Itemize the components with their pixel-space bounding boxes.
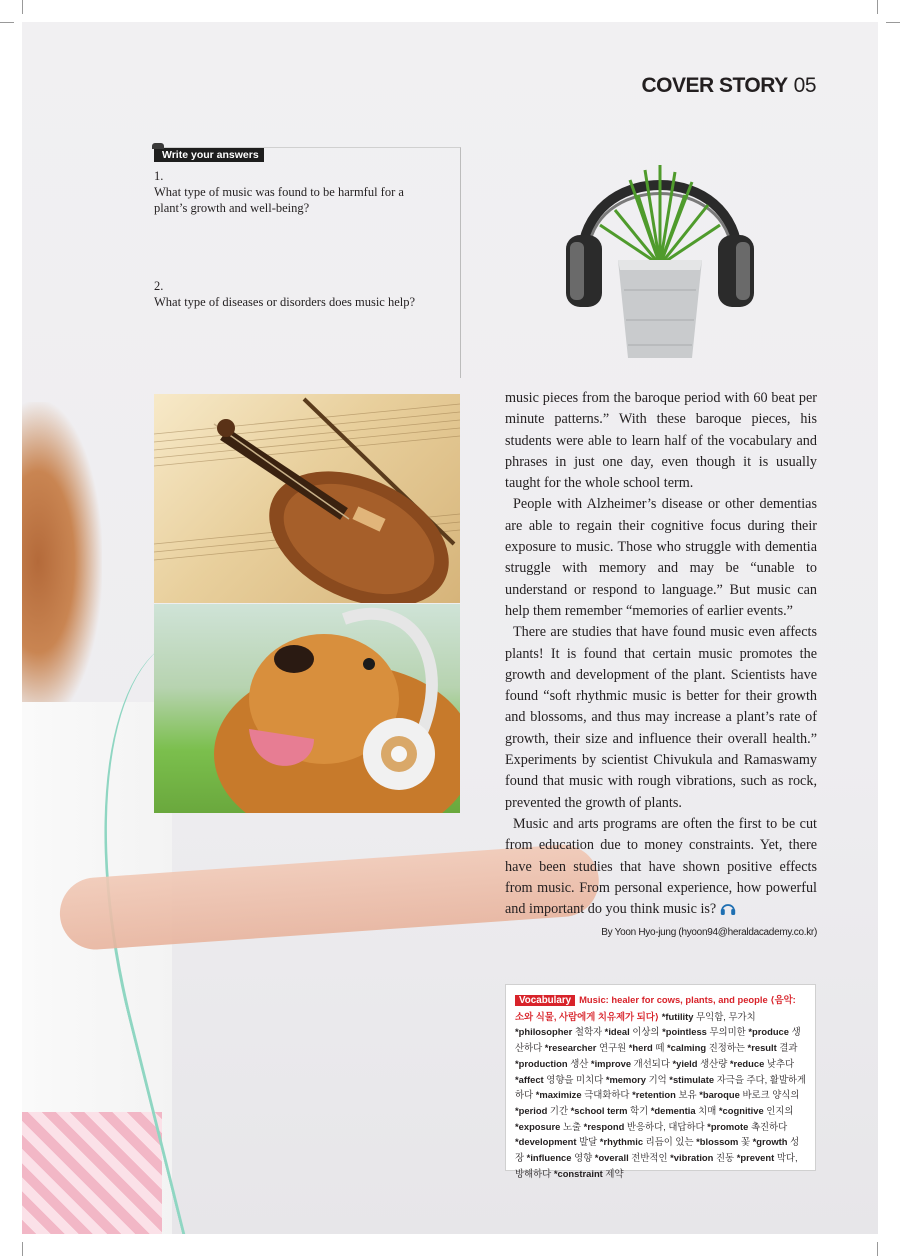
vocab-meaning: 떼 (655, 1042, 665, 1054)
crop-mark (877, 1242, 878, 1256)
byline: By Yoon Hyo-jung (hyoon94@heraldacademy.co.kr) (601, 927, 817, 938)
vocab-term: *constraint (551, 1167, 606, 1179)
article-paragraph-text: Music and arts programs are often the first to be cut from education due to money constraints. Yet, there have been studies that have shown positive effects from music. From personal experience, how powerful and important do you think music is? (505, 815, 817, 918)
question-text: What type of diseases or disorders does music help? (154, 295, 416, 309)
vocab-meaning: 기억 (648, 1073, 667, 1085)
vocab-meaning: 치매 (698, 1104, 717, 1116)
vocab-term: *affect (515, 1073, 547, 1085)
vocab-meaning: 보유 (678, 1089, 697, 1101)
vocab-meaning: 영향 (574, 1152, 593, 1164)
vocab-term: *researcher (542, 1042, 599, 1054)
vocab-term: *memory (603, 1073, 649, 1085)
article-paragraph: There are studies that have found music even affects plants! It is found that certain music promotes the growth and development of the plant. Scientists have found “soft rhythmic music is better for their growth and blossoms, and thus may increase a plant’s rate of growth, their size and influence their overall health.” Experiments by scientist Chivukula and Ramaswamy found that music with rough vibrations, such as rock, prevented the growth of plants. (505, 624, 817, 811)
question-number: 1. (154, 169, 164, 183)
vocab-meaning: 학기 (630, 1104, 649, 1116)
page-number: 05 (793, 74, 816, 97)
vocabulary-tag: Vocabulary (515, 995, 575, 1006)
vocab-meaning: 촉진하다 (750, 1120, 788, 1132)
vocab-term: *futility (661, 1010, 697, 1022)
vocab-term: *exposure (515, 1120, 563, 1132)
vocab-term: *blossom (693, 1136, 741, 1148)
vocab-meaning: 인지의 (766, 1104, 794, 1116)
vocab-meaning: 극대화하다 (584, 1089, 630, 1101)
vocab-term: *improve (588, 1057, 634, 1069)
vocab-meaning: 리듬이 있는 (645, 1136, 694, 1148)
vocab-term: *dementia (648, 1104, 699, 1116)
vocab-term: *produce (745, 1026, 792, 1038)
vocab-term: *cognitive (716, 1104, 767, 1116)
crop-mark (22, 1242, 23, 1256)
vocab-term: *stimulate (666, 1073, 717, 1085)
vocab-term: *retention (629, 1089, 679, 1101)
vocab-meaning: 진정하는 (708, 1042, 745, 1054)
crop-mark (877, 0, 878, 14)
vocab-term: *period (515, 1104, 550, 1116)
vocab-term: *development (515, 1136, 580, 1148)
vocab-term: *pointless (659, 1026, 710, 1038)
vocab-term: *prevent (734, 1152, 777, 1164)
vocab-term: *respond (581, 1120, 627, 1132)
vocabulary-box (505, 984, 816, 1179)
vocab-meaning: 제약 (605, 1167, 624, 1179)
vocab-term: *philosopher (515, 1026, 575, 1038)
vocab-meaning: 생산하다 (515, 1026, 801, 1054)
vocab-meaning: 전반적인 (631, 1152, 668, 1164)
section-title: COVER STORY (641, 74, 788, 97)
vocab-meaning: 꽃 (740, 1136, 751, 1148)
vocab-term: *herd (626, 1042, 656, 1054)
vocab-term: *influence (524, 1152, 575, 1164)
article-paragraph (505, 814, 817, 920)
vocab-meaning: 막다, 방해하다 (515, 1152, 798, 1179)
question-text: What type of music was found to be harmful for a plant’s growth and well-being? (154, 185, 404, 215)
question-number: 2. (154, 279, 164, 293)
vocab-meaning: 무익함, 무가치 (696, 1010, 756, 1022)
vocab-meaning: 바로크 양식의 (742, 1089, 800, 1101)
article-paragraph: People with Alzheimer’s disease or other dementias are able to regain their cognitive focus during their exposure to music. Those who struggle with dementia struggle with memory and may be “unable to understand or respond to language.” But music can help them remember “memories of earlier events.” (505, 496, 817, 619)
vocab-term: *result (744, 1042, 780, 1054)
vocab-meaning: 노출 (562, 1120, 582, 1132)
section-header (641, 74, 816, 98)
vocab-meaning: 기간 (549, 1104, 569, 1116)
vocab-term: *reduce (727, 1057, 767, 1069)
vocab-term: *calming (664, 1042, 709, 1054)
vocab-meaning: 진동 (715, 1152, 735, 1164)
vocab-term: *school term (568, 1104, 631, 1116)
vocab-term: *ideal (602, 1026, 633, 1038)
girl-shorts (22, 1112, 162, 1234)
vocab-meaning: 자극을 주다, 활발하게 하다 (515, 1073, 807, 1101)
violin-image (154, 394, 460, 603)
crop-mark (0, 22, 14, 23)
vocab-meaning: 반응하다, 대답하다 (626, 1120, 705, 1132)
vocab-term: *vibration (667, 1152, 716, 1164)
vocab-meaning: 성장 (515, 1136, 800, 1164)
vocab-meaning: 개선되다 (633, 1057, 670, 1069)
answers-tag: Write your answers (154, 148, 264, 162)
question-1 (154, 168, 454, 216)
question-2 (154, 278, 454, 310)
vocab-term: *yield (669, 1057, 701, 1069)
dog-image (154, 604, 460, 813)
vocab-meaning: 생산 (570, 1057, 589, 1069)
vocab-term: *overall (592, 1152, 632, 1164)
vocabulary-entries (515, 1011, 806, 1179)
vocab-meaning: 연구원 (599, 1042, 627, 1054)
vocab-meaning: 결과 (779, 1042, 798, 1054)
vocab-meaning: 무의미한 (709, 1026, 746, 1038)
vocab-meaning: 이상의 (632, 1026, 660, 1038)
vocabulary-title: Music: healer for cows, plants, and people ⟨음악: 소와 식물, 사람에게 치유제가 되다⟩ (515, 994, 796, 1022)
vocab-meaning: 발달 (579, 1136, 598, 1148)
vocab-term: *growth (750, 1136, 791, 1148)
vocab-meaning: 철학자 (574, 1026, 603, 1038)
headphones-icon (720, 901, 736, 917)
girl-hair (22, 402, 102, 722)
article-body (505, 388, 817, 920)
headphones-plant-image (560, 140, 760, 365)
answers-box (154, 147, 461, 378)
crop-mark (22, 0, 23, 14)
crop-mark (886, 22, 900, 23)
vocab-term: *promote (704, 1120, 751, 1132)
vocab-term: *rhythmic (597, 1136, 646, 1148)
vocab-term: *maximize (533, 1089, 585, 1101)
article-paragraph: music pieces from the baroque period with 60 beat per minute patterns.” With these baroque pieces, his students were able to learn half of the vocabulary and phrases in just one day, even though it is usually taught for the whole school term. (505, 390, 817, 492)
vocab-term: *production (515, 1057, 571, 1069)
vocab-term: *baroque (696, 1089, 743, 1101)
vocab-meaning: 영향을 미치다 (546, 1073, 604, 1085)
vocab-meaning: 낮추다 (766, 1057, 795, 1069)
vocab-meaning: 생산량 (700, 1057, 728, 1069)
